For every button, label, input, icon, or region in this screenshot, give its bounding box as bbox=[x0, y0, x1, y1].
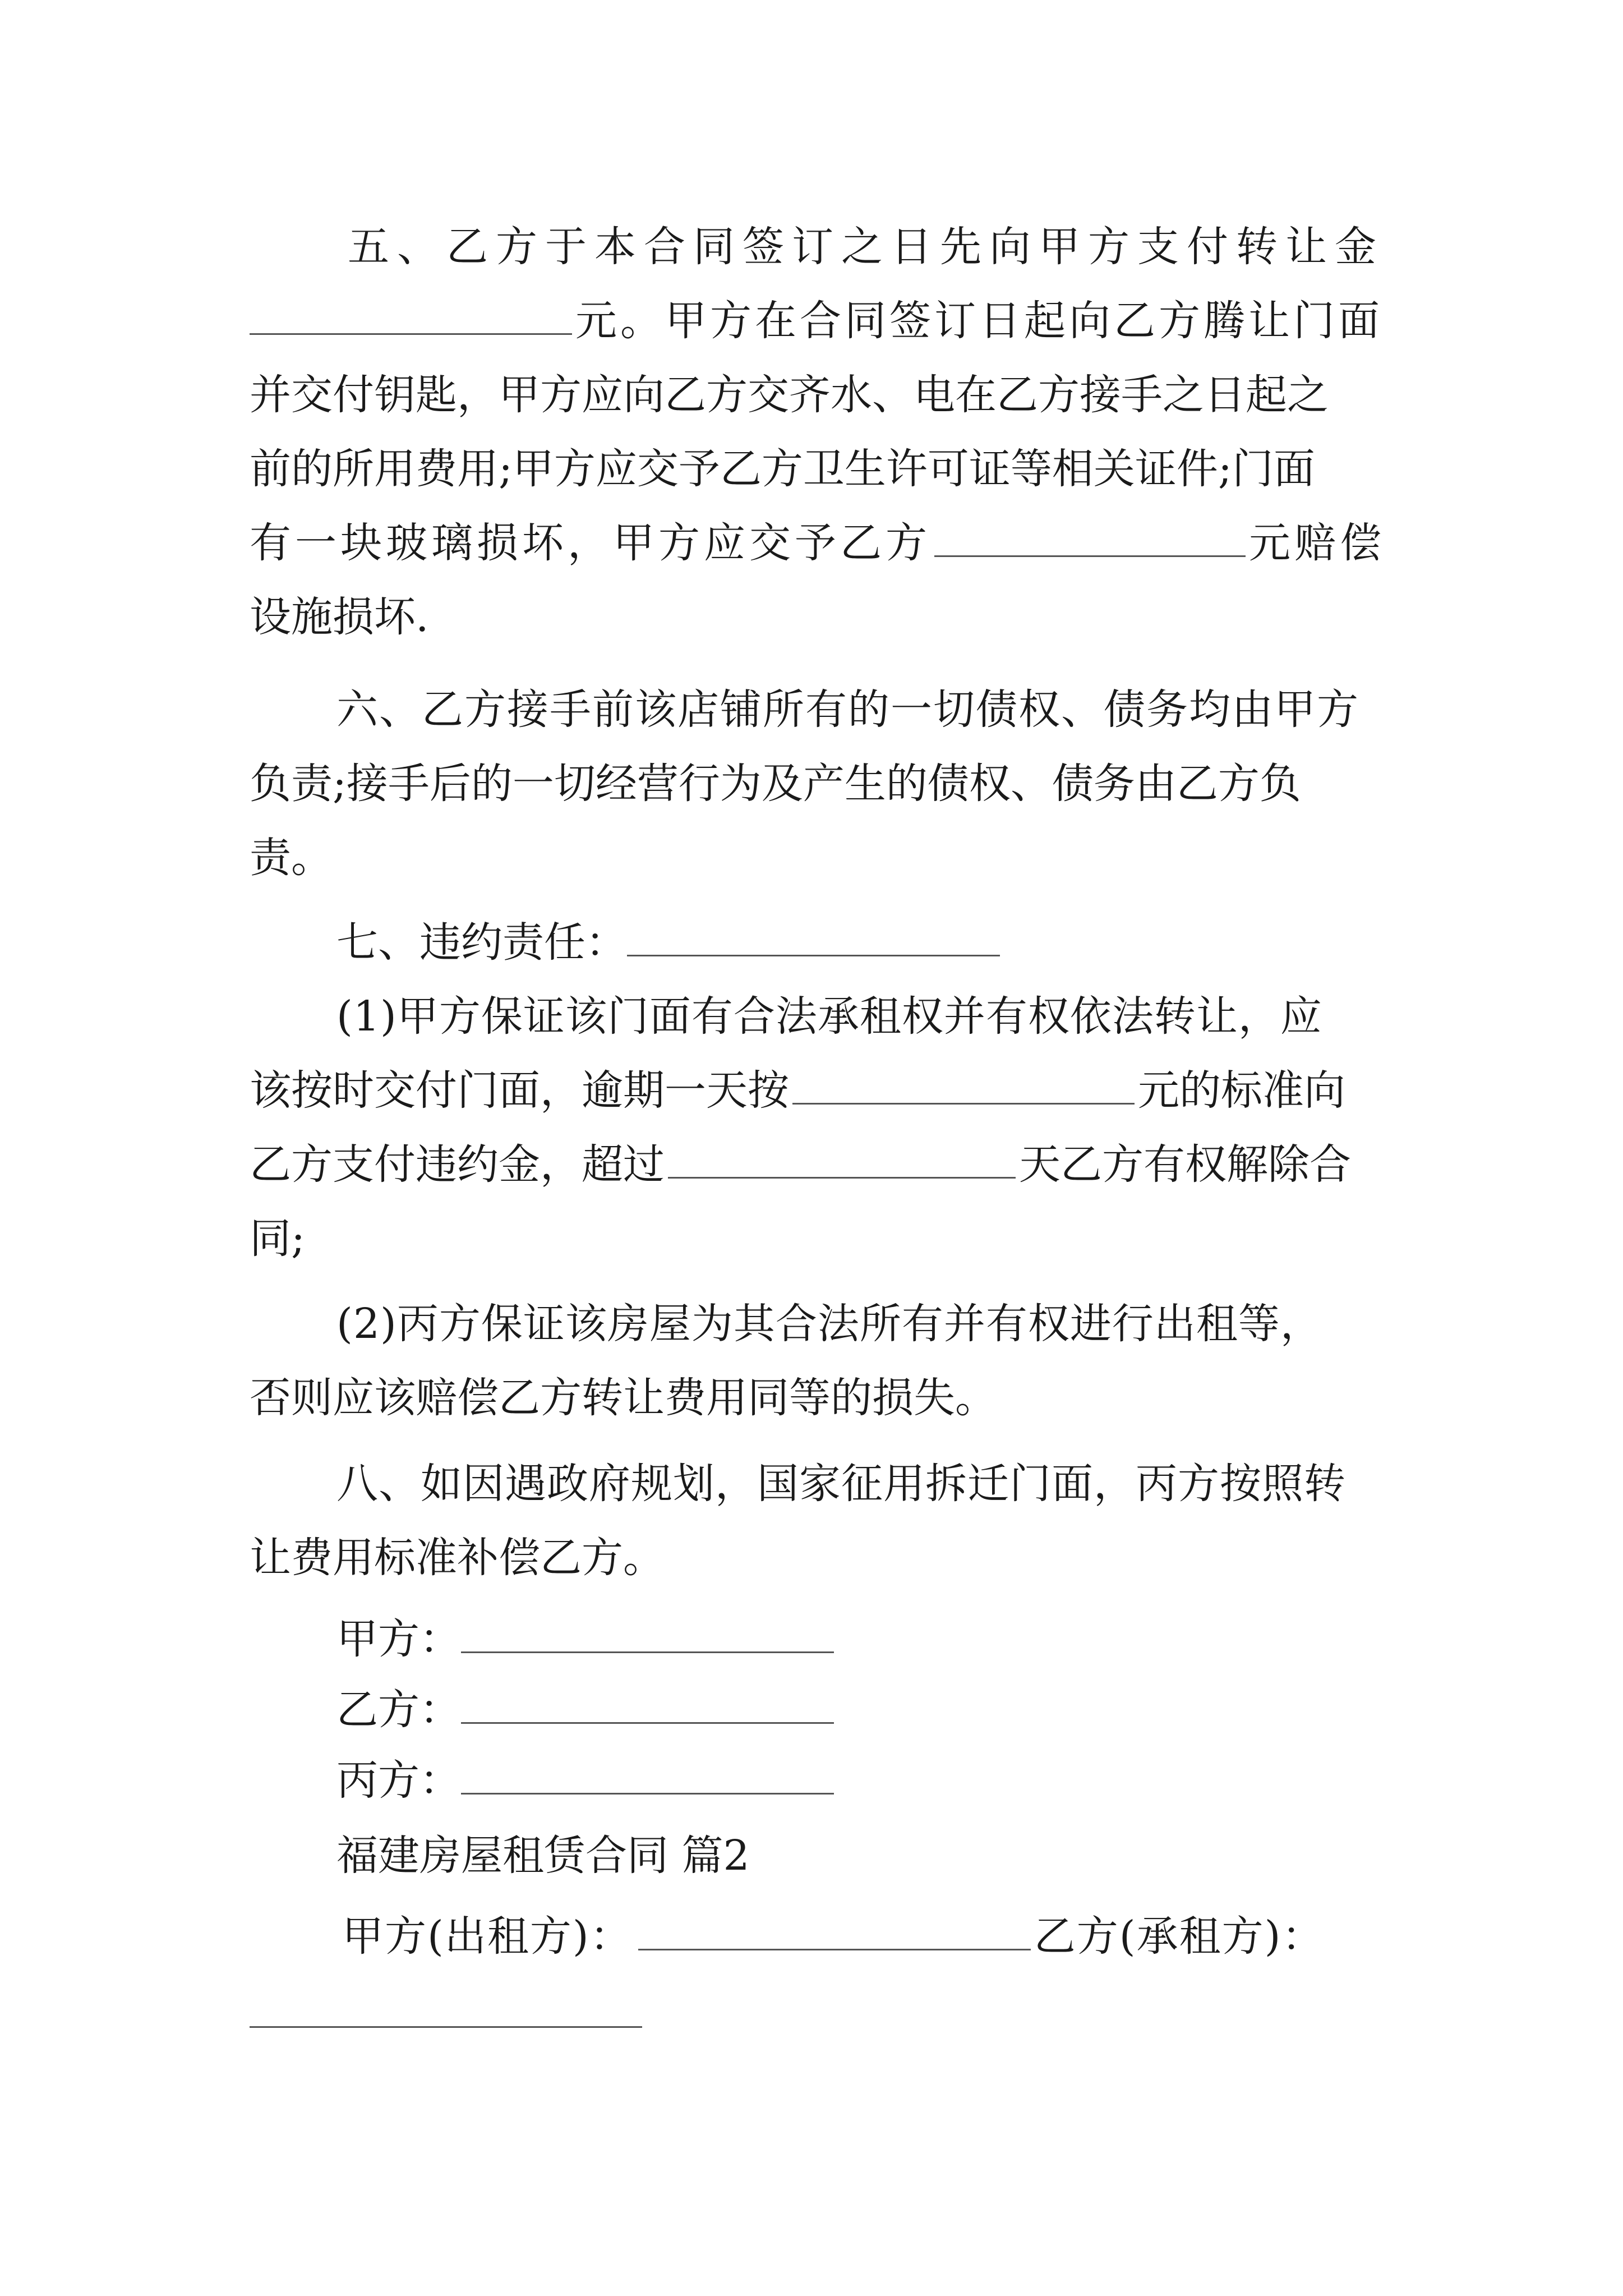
para5-line1 bbox=[348, 213, 1388, 280]
para7-1-line1-text: (1)甲方保证该门面有合法承租权并有权依法转让，应 bbox=[336, 992, 1322, 1041]
para5-line1-text: 五、乙方于本合同签订之日先向甲方支付转让金 bbox=[348, 223, 1384, 271]
para5-line4-text: 前的所用费用;甲方应交予乙方卫生许可证等相关证件;门面 bbox=[250, 445, 1315, 493]
parties-line2 bbox=[250, 1980, 1388, 2047]
breach-liability-blank[interactable] bbox=[627, 911, 1000, 956]
para5-line3-text: 并交付钥匙，甲方应向乙方交齐水、电在乙方接手之日起之 bbox=[250, 371, 1329, 419]
section-title-text: 福建房屋租赁合同 篇2 bbox=[336, 1832, 750, 1880]
sign-party-a-label: 甲方： bbox=[336, 1615, 461, 1663]
para6-line3-text: 责。 bbox=[250, 834, 333, 882]
para5-line2-text: 元。甲方在合同签订日起向乙方腾让门面 bbox=[575, 297, 1383, 345]
sign-party-a-blank[interactable] bbox=[461, 1608, 834, 1653]
para5-line5-text-a: 有一块玻璃损坏，甲方应交予乙方 bbox=[250, 519, 931, 567]
para7-1-line4-text: 同; bbox=[250, 1214, 305, 1263]
para5-line3 bbox=[250, 361, 1388, 429]
days-limit-blank[interactable] bbox=[668, 1133, 1016, 1179]
para7-2-line2-text: 否则应该赔偿乙方转让费用同等的损失。 bbox=[250, 1374, 997, 1422]
para7-line1 bbox=[336, 909, 1475, 976]
transfer-fee-blank[interactable] bbox=[250, 289, 572, 335]
para8-line1 bbox=[336, 1450, 1388, 1517]
para7-1-line4 bbox=[250, 1205, 1388, 1272]
para7-2-line1-text: (2)丙方保证该房屋为其合法所有并有权进行出租等， bbox=[336, 1300, 1322, 1348]
para7-1-line3 bbox=[250, 1131, 1388, 1198]
breach-liability-label: 七、违约责任： bbox=[336, 918, 627, 967]
lessor-label: 甲方(出租方)： bbox=[342, 1912, 633, 1961]
sign-party-c-blank[interactable] bbox=[461, 1749, 834, 1795]
section-title bbox=[336, 1822, 1475, 1889]
para7-2-line2 bbox=[250, 1364, 1388, 1432]
sign-party-b-label: 乙方： bbox=[336, 1686, 461, 1734]
para7-1-line3-text-b: 天乙方有权解除合 bbox=[1019, 1140, 1351, 1189]
para6-line1-text: 六、乙方接手前该店铺所有的一切债权、债务均由甲方 bbox=[336, 685, 1359, 734]
para5-line5-text-b: 元赔偿 bbox=[1249, 519, 1385, 567]
daily-penalty-blank[interactable] bbox=[792, 1059, 1135, 1105]
para7-1-line3-text-a: 乙方支付违约金，超过 bbox=[250, 1140, 665, 1189]
sign-party-b-blank[interactable] bbox=[461, 1678, 834, 1724]
para6-line2-text: 负责;接手后的一切经营行为及产生的债权、债务由乙方负 bbox=[250, 760, 1301, 808]
para5-line4 bbox=[250, 435, 1388, 503]
para5-line2 bbox=[250, 287, 1388, 355]
lessor-blank[interactable] bbox=[638, 1905, 1031, 1950]
para5-line6 bbox=[250, 583, 1388, 651]
para6-line1 bbox=[336, 676, 1475, 743]
para5-line5 bbox=[250, 509, 1388, 577]
para7-1-line2-text-a: 该按时交付门面，逾期一天按 bbox=[250, 1066, 789, 1115]
lessee-label: 乙方(承租方)： bbox=[1034, 1912, 1325, 1961]
para7-2-line1 bbox=[336, 1290, 1388, 1358]
lessee-blank[interactable] bbox=[250, 1982, 642, 2028]
sign-party-a bbox=[336, 1605, 1475, 1673]
sign-party-c-label: 丙方： bbox=[336, 1756, 461, 1805]
para8-line2 bbox=[250, 1524, 1388, 1591]
sign-party-c bbox=[336, 1747, 1475, 1814]
para6-line2 bbox=[250, 750, 1388, 817]
glass-compensation-blank[interactable] bbox=[934, 512, 1246, 557]
para6-line3 bbox=[250, 824, 1388, 891]
para7-1-line1 bbox=[336, 983, 1388, 1050]
parties-line1 bbox=[342, 1903, 1388, 1970]
para8-line2-text: 让费用标准补偿乙方。 bbox=[250, 1534, 665, 1582]
para5-line6-text: 设施损坏. bbox=[250, 593, 429, 641]
para7-1-line2 bbox=[250, 1057, 1388, 1124]
para7-1-line2-text-b: 元的标准向 bbox=[1138, 1066, 1345, 1115]
sign-party-b bbox=[336, 1676, 1475, 1743]
para8-line1-text: 八、如因遇政府规划，国家征用拆迁门面，丙方按照转 bbox=[336, 1460, 1346, 1508]
